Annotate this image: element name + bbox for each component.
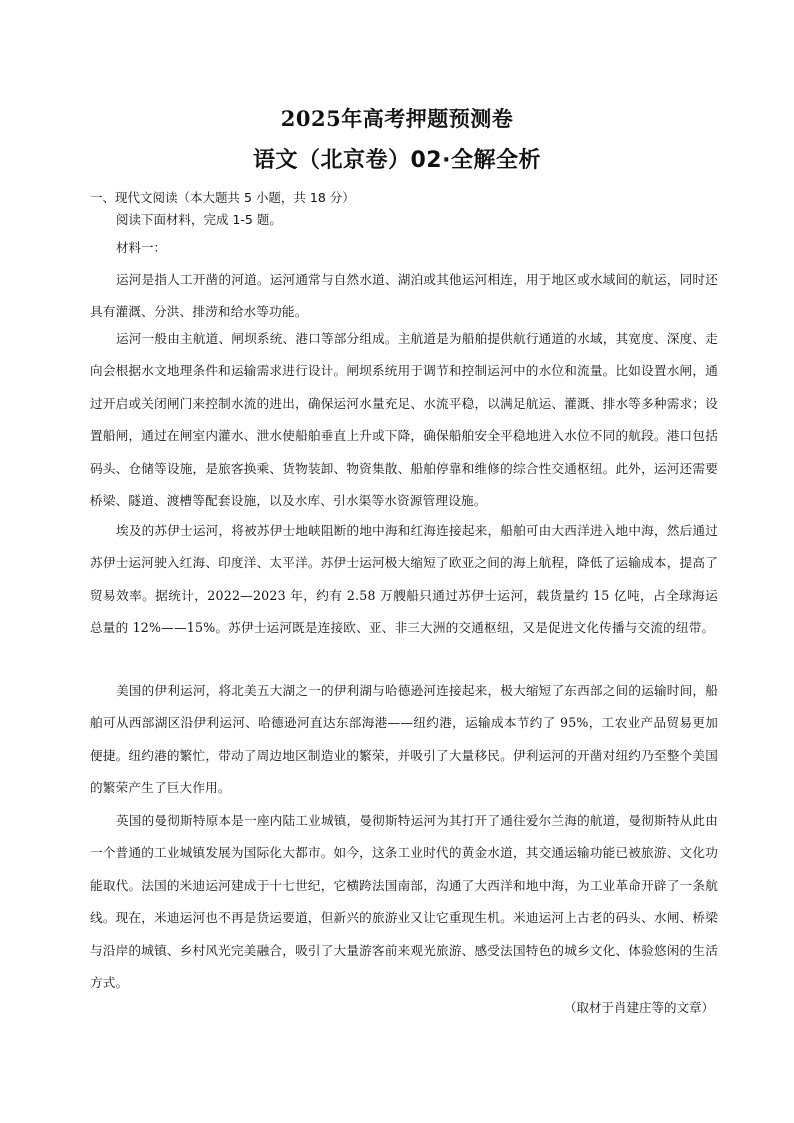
- page-title: 2025年高考押题预测卷: [280, 106, 514, 131]
- section-heading: 一、现代文阅读（本大题共 5 小题，共 18 分）: [90, 190, 355, 205]
- source-note: （取材于肖建庄等的文章）: [563, 1000, 714, 1015]
- material-label: 材料一：: [116, 240, 167, 255]
- paragraph-4: 美国的伊利运河，将北美五大湖之一的伊利湖与哈德逊河连接起来，极大缩短了东西部之间的运输时间，船舶可从西部湖区沿伊利运河、哈德逊河直达东部海港——纽约港，运输成本节约了 95%，工农业产品贸易更加便捷。纽约港的繁忙，带动了周边地区制造业的繁荣，并吸引了大量移民。伊利运河的开凿对纽约乃至整个美国的繁荣产生了巨大作用。: [90, 683, 718, 796]
- paragraph-2: 运河一般由主航道、闸坝系统、港口等部分组成。主航道是为船舶提供航行通道的水域，其宽度、深度、走向会根据水文地理条件和运输需求进行设计。闸坝系统用于调节和控制运河中的水位和流量。比如设置水闸，通过开启或关闭闸门来控制水流的进出，确保运河水量充足、水流平稳，以满足航运、灌溉、排水等多种需求；设置船闸，通过在闸室内灌水、泄水使船舶垂直上升或下降，确保船舶安全平稳地进入水位不同的航段。港口包括码头、仓储等设施，是旅客换乘、货物装卸、物资集散、船舶停靠和维修的综合性交通枢纽。此外，运河还需要桥梁、隧道、渡槽等配套设施，以及水库、引水渠等水资源管理设施。: [90, 331, 718, 509]
- page-subtitle: 语文（北京卷）02·全解全析: [253, 148, 541, 173]
- paragraph-5: 英国的曼彻斯特原本是一座内陆工业城镇，曼彻斯特运河为其打开了通往爱尔兰海的航道，曼彻斯特从此由一个普通的工业城镇发展为国际化大都市。如今，这条工业时代的黄金水道，其交通运输功能已被旅游、文化功能取代。法国的米迪运河建成于十七世纪，它横跨法国南部，沟通了大西洋和地中海，为工业革命开辟了一条航线。现在，米迪运河也不再是货运要道，但新兴的旅游业又让它重现生机。米迪运河上古老的码头、水闸、桥梁与沿岸的城镇、乡村风光完美融合，吸引了大量游客前来观光旅游、感受法国特色的城乡文化、体验悠闲的生活方式。: [90, 813, 718, 991]
- reading-instruction: 阅读下面材料，完成 1-5 题。: [116, 212, 282, 227]
- paragraph-1: 运河是指人工开凿的河道。运河通常与自然水道、湖泊或其他运河相连，用于地区或水域间的航运，同时还具有灌溉、分洪、排涝和给水等功能。: [90, 272, 718, 320]
- paragraph-3: 埃及的苏伊士运河，将被苏伊士地峡阻断的地中海和红海连接起来，船舶可由大西洋进入地中海，然后通过苏伊士运河驶入红海、印度洋、太平洋。苏伊士运河极大缩短了欧亚之间的海上航程，降低了运输成本，提高了贸易效率。据统计，2022—2023 年，约有 2.58 万艘船只通过苏伊士运河，载货量约 15 亿吨，占全球海运总量的 12%——15%。苏伊士运河既是连接欧、亚、非三大洲的交通枢纽，又是促进文化传播与交流的纽带。: [90, 523, 718, 636]
